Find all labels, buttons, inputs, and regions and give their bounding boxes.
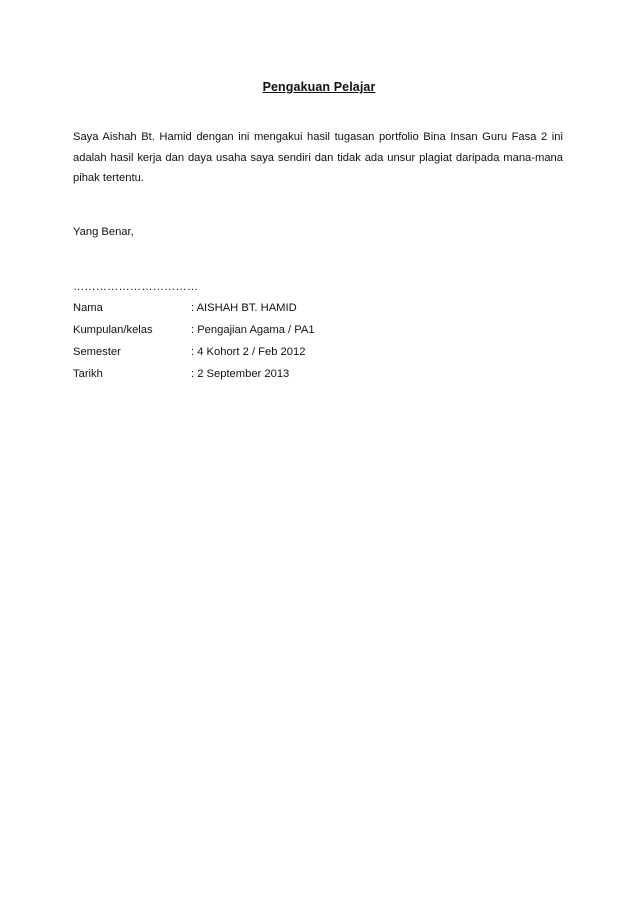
detail-value-nama: : AISHAH BT. HAMID	[191, 302, 297, 314]
signature-line: ……………………………	[73, 281, 199, 293]
declaration-paragraph: Saya Aishah Bt. Hamid dengan ini mengakui hasil tugasan portfolio Bina Insan Guru Fasa 2 ini adalah hasil kerja dan daya usaha saya sendiri dan tidak ada unsur plagiat daripada mana-mana pihak tertentu.	[73, 131, 563, 184]
detail-value-kumpulan: : Pengajian Agama / PA1	[191, 324, 315, 336]
detail-row-tarikh	[73, 368, 493, 390]
detail-label-tarikh: Tarikh	[73, 368, 103, 380]
detail-row-kumpulan	[73, 324, 493, 346]
detail-label-kumpulan: Kumpulan/kelas	[73, 324, 153, 336]
document-title: Pengakuan Pelajar	[262, 80, 376, 94]
detail-row-nama	[73, 302, 493, 324]
closing-text: Yang Benar,	[73, 226, 134, 238]
student-details-table	[73, 302, 493, 390]
detail-value-semester: : 4 Kohort 2 / Feb 2012	[191, 346, 306, 358]
detail-label-nama: Nama	[73, 302, 103, 314]
detail-label-semester: Semester	[73, 346, 121, 358]
detail-value-tarikh: : 2 September 2013	[191, 368, 290, 380]
detail-row-semester	[73, 346, 493, 368]
